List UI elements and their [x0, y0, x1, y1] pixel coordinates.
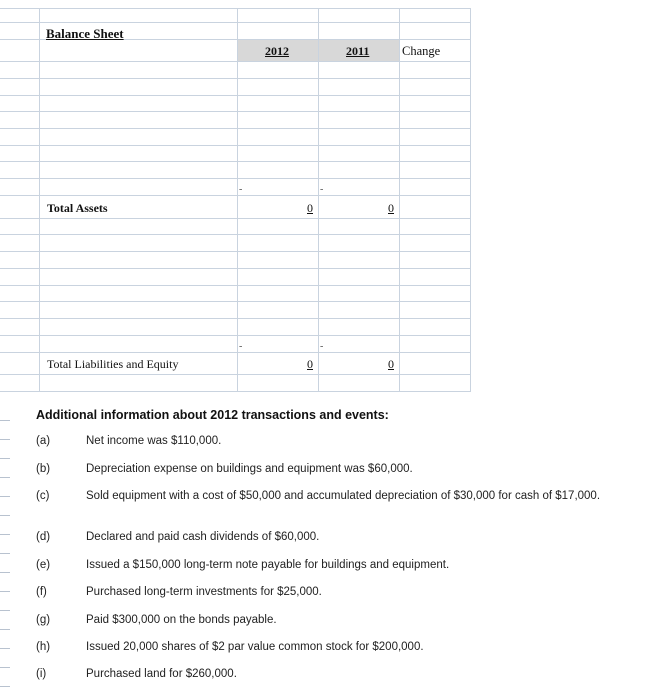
total-assets-label: Total Assets: [47, 201, 108, 215]
item-text: Issued 20,000 shares of $2 par value common stock for $200,000.: [86, 641, 424, 653]
item-text: Depreciation expense on buildings and equipment was $60,000.: [86, 463, 413, 475]
item-text: Net income was $110,000.: [86, 435, 222, 447]
balance-sheet-title: Balance Sheet: [46, 26, 124, 41]
item-text: Purchased land for $260,000.: [86, 668, 237, 680]
column-header-2012: 2012: [265, 44, 289, 58]
item-letter: (f): [36, 586, 47, 598]
total-assets-2011-value: 0: [388, 201, 394, 215]
item-letter: (d): [36, 531, 51, 543]
column-header-2011: 2011: [346, 44, 370, 58]
item-text: Purchased long-term investments for $25,000.: [86, 586, 322, 598]
total-liabilities-equity-2012-value: 0: [307, 357, 313, 371]
additional-info-heading: Additional information about 2012 transactions and events:: [36, 408, 389, 422]
item-letter: (i): [36, 668, 47, 680]
item-letter: (h): [36, 641, 51, 653]
total-liabilities-equity-2011-value: 0: [388, 357, 394, 371]
item-letter: (a): [36, 435, 51, 447]
item-letter: (b): [36, 463, 51, 475]
column-header-change: Change: [402, 44, 441, 58]
item-letter: (e): [36, 559, 51, 571]
item-text: Declared and paid cash dividends of $60,000.: [86, 531, 320, 543]
dash-marker: -: [239, 184, 243, 195]
dash-marker: -: [239, 341, 243, 352]
total-liabilities-equity-label: Total Liabilities and Equity: [47, 357, 179, 371]
item-text: Paid $300,000 on the bonds payable.: [86, 614, 277, 626]
item-letter: (g): [36, 614, 51, 626]
item-text: Sold equipment with a cost of $50,000 and accumulated depreciation of $30,000 for cash of $17,000.: [86, 490, 601, 502]
dash-marker: -: [320, 341, 324, 352]
dash-marker: -: [320, 184, 324, 195]
item-text: Issued a $150,000 long-term note payable for buildings and equipment.: [86, 559, 450, 571]
total-assets-2012-value: 0: [307, 201, 313, 215]
item-letter: (c): [36, 490, 50, 502]
additional-information-section: [0, 400, 662, 700]
